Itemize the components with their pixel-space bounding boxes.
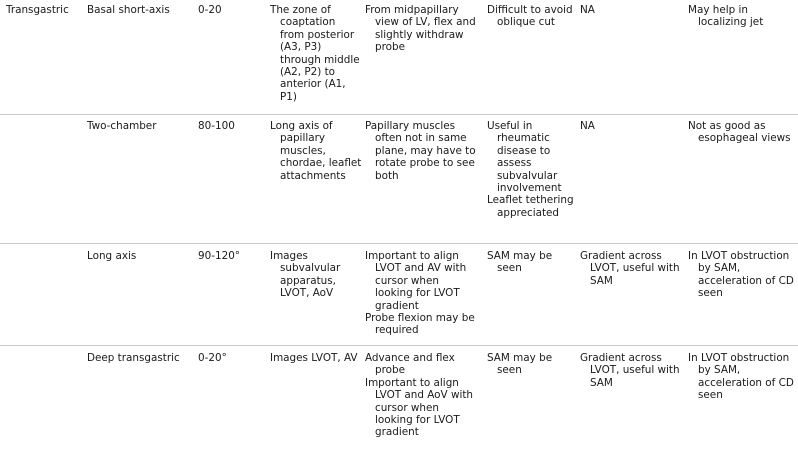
doppler-text: NA <box>580 4 595 16</box>
structures-imaged: Images subvalvular apparatus, LVOT, AoV <box>270 250 341 300</box>
angle-range: 90-120° <box>198 250 240 262</box>
structures-imaged: Long axis of papillary muscles, chordae, leaflet attachments <box>270 120 362 182</box>
doppler-text: Gradient across LVOT, useful with SAM <box>580 250 680 287</box>
structures-imaged: Images LVOT, AV <box>270 352 358 364</box>
row-divider <box>0 114 798 115</box>
doppler-text: Gradient across LVOT, useful with SAM <box>580 352 680 389</box>
technique-text: Papillary muscles often not in same plane, may have to rotate probe to see both <box>365 120 476 182</box>
limitations-text: Useful in rheumatic disease to assess subvalvular involvement <box>487 120 562 195</box>
view-name: Two-chamber <box>87 120 157 132</box>
comments-text: In LVOT obstruction by SAM, acceleration of CD seen <box>688 352 794 402</box>
comments-text: In LVOT obstruction by SAM, acceleration of CD seen <box>688 250 794 300</box>
technique-text: Probe flexion may be required <box>365 312 475 337</box>
view-name: Deep transgastric <box>87 352 180 364</box>
limitations-cell <box>487 352 575 377</box>
technique-text: From midpapillary view of LV, flex and slightly withdraw probe <box>365 4 476 54</box>
limitations-cell <box>487 120 575 219</box>
technique-text: Advance and flex probe <box>365 352 455 377</box>
limitations-text: Leaflet tethering appreciated <box>487 194 574 219</box>
limitations-cell <box>487 250 575 275</box>
limitations-cell <box>487 4 575 29</box>
angle-range: 0-20° <box>198 352 227 364</box>
comments-text: May help in localizing jet <box>688 4 764 29</box>
doppler-text: NA <box>580 120 595 132</box>
angle-range: 0-20 <box>198 4 222 16</box>
technique-cell <box>365 352 477 439</box>
angle-range: 80-100 <box>198 120 235 132</box>
comments-text: Not as good as esophageal views <box>688 120 791 145</box>
technique-cell <box>365 4 477 54</box>
section-label: Transgastric <box>6 4 69 16</box>
technique-cell <box>365 250 477 337</box>
limitations-text: SAM may be seen <box>487 250 553 275</box>
technique-text: Important to align LVOT and AV with cursor when looking for LVOT gradient <box>365 250 467 312</box>
technique-text: Important to align LVOT and AoV with cursor when looking for LVOT gradient <box>365 376 473 439</box>
row-divider <box>0 345 798 346</box>
limitations-text: SAM may be seen <box>487 352 553 377</box>
technique-cell <box>365 120 477 182</box>
structures-imaged: The zone of coaptation from posterior (A3, P3) through middle (A2, P2) to anterior (A1, P1) <box>270 4 360 103</box>
view-name: Long axis <box>87 250 137 262</box>
view-name: Basal short-axis <box>87 4 170 16</box>
row-divider <box>0 243 798 244</box>
limitations-text: Difficult to avoid oblique cut <box>487 4 573 29</box>
